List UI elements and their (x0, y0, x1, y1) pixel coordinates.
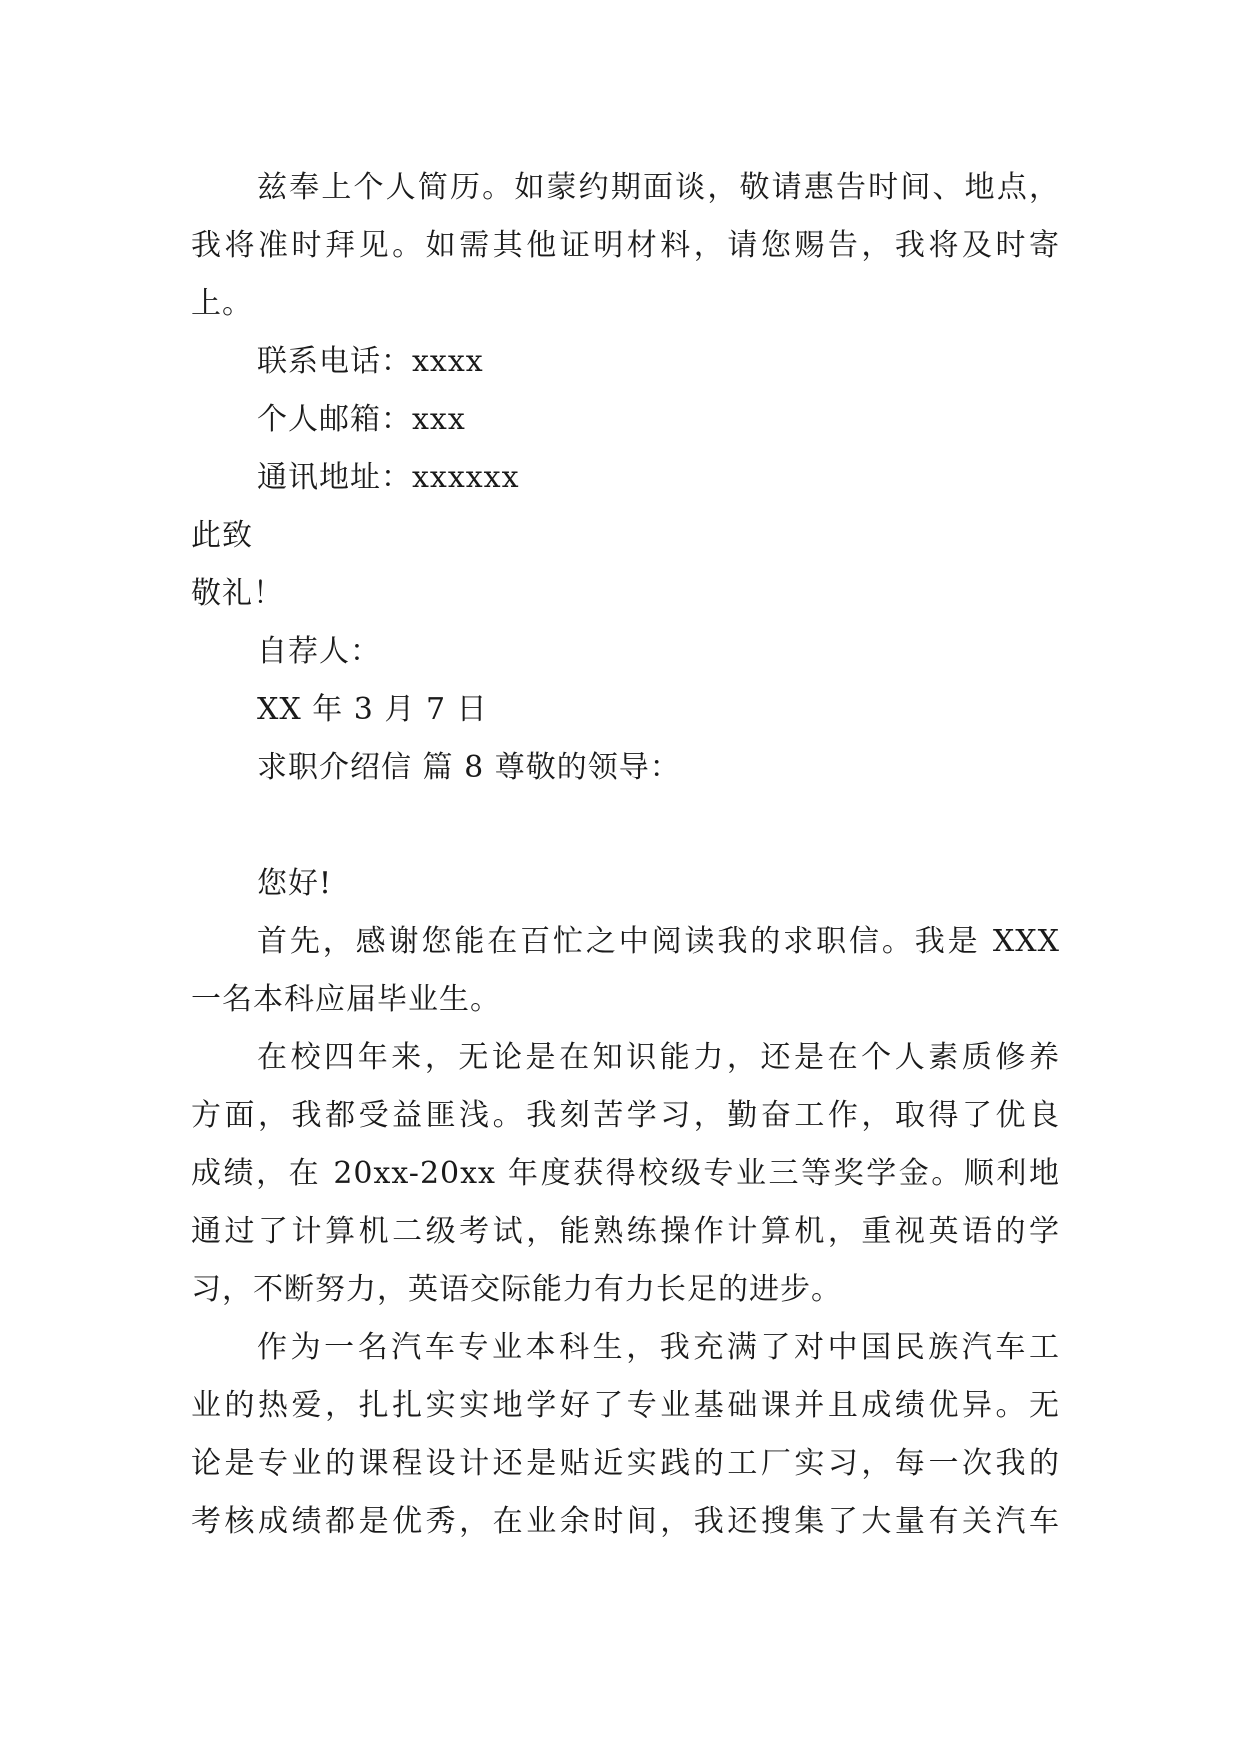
paragraph-line: 我将准时拜见。如需其他证明材料，请您赐告，我将及时寄 (191, 228, 1060, 263)
paragraph-line: 方面，我都受益匪浅。我刻苦学习，勤奋工作，取得了优良 (191, 1098, 1060, 1133)
paragraph-line: 一名本科应届毕业生。 (191, 982, 501, 1017)
contact-email: 个人邮箱：xxx (257, 402, 466, 437)
paragraph-line: 作为一名汽车专业本科生，我充满了对中国民族汽车工 (257, 1330, 1060, 1365)
greeting: 您好! (257, 866, 333, 901)
contact-address: 通讯地址：xxxxxx (257, 460, 520, 495)
section-heading: 求职介绍信 篇 8 尊敬的领导： (257, 750, 681, 785)
contact-phone: 联系电话：xxxx (257, 344, 484, 379)
date-line: XX 年 3 月 7 日 (257, 692, 488, 727)
paragraph-line: 业的热爱，扎扎实实地学好了专业基础课并且成绩优异。无 (191, 1388, 1060, 1423)
paragraph-line: 通过了计算机二级考试，能熟练操作计算机，重视英语的学 (191, 1214, 1060, 1249)
paragraph-line: 上。 (191, 286, 253, 321)
paragraph-line: 论是专业的课程设计还是贴近实践的工厂实习，每一次我的 (191, 1446, 1060, 1481)
paragraph-line: 成绩，在 20xx-20xx 年度获得校级专业三等奖学金。顺利地 (191, 1156, 1060, 1191)
paragraph-line: 首先，感谢您能在百忙之中阅读我的求职信。我是 XXX (257, 924, 1060, 959)
paragraph-line: 在校四年来，无论是在知识能力，还是在个人素质修养 (257, 1040, 1060, 1075)
closing-line: 此致 (191, 518, 253, 553)
paragraph-line: 考核成绩都是优秀，在业余时间，我还搜集了大量有关汽车 (191, 1504, 1060, 1539)
closing-salute: 敬礼！ (191, 576, 284, 611)
signature-label: 自荐人： (257, 634, 381, 669)
paragraph-line: 习，不断努力，英语交际能力有力长足的进步。 (191, 1272, 842, 1307)
paragraph-line: 兹奉上个人简历。如蒙约期面谈，敬请惠告时间、地点， (257, 170, 1060, 205)
